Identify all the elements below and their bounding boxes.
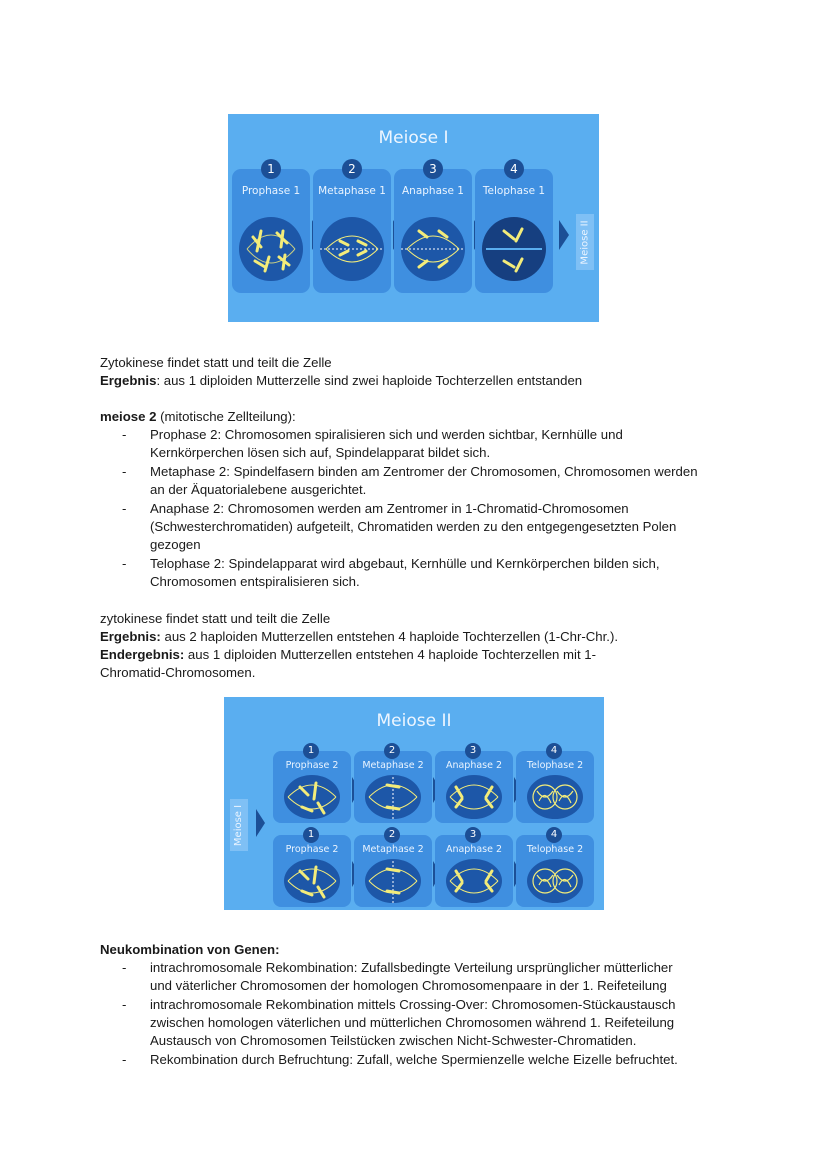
neukombination-heading: Neukombination von Genen:	[100, 942, 280, 957]
step-label: Prophase 2	[285, 760, 339, 771]
side-tab-label: Meiose II	[579, 219, 591, 265]
cell-illustration	[365, 775, 421, 819]
step-number: 2	[384, 743, 400, 759]
ergebnis-line	[100, 372, 582, 390]
meiose-2-heading-rest: (mitotische Zellteilung):	[156, 409, 296, 424]
chromosome-drawing	[365, 775, 421, 819]
meiose-2-heading	[100, 408, 296, 426]
meiose-2-title: Meiose II	[376, 711, 452, 731]
meiose-2-side-tab	[576, 214, 594, 270]
side-tab-label: Meiose I	[233, 804, 245, 846]
meiose-2-step-panel	[435, 745, 513, 823]
endergebnis-line-2: Chromatid-Chromosomen.	[100, 665, 256, 680]
step-label: Anaphase 1	[402, 185, 464, 197]
bullet-dash: -	[122, 427, 127, 442]
meiose-2-heading-bold: meiose 2	[100, 409, 157, 424]
zytokinese-line-2: zytokinese findet statt und teilt die Zelle	[100, 611, 331, 626]
step-number: 3	[465, 827, 481, 843]
prophase-2-line-1: Prophase 2: Chromosomen spiralisieren sich und werden sichtbar, Kernhülle und	[150, 427, 623, 442]
meiose-2-step-panel	[273, 745, 351, 823]
chromosome-drawing	[239, 217, 303, 281]
step-label: Prophase 2	[285, 844, 339, 855]
ergebnis-text: : aus 1 diploiden Mutterzelle sind zwei haploide Tochterzellen entstanden	[156, 373, 583, 388]
chromosome-drawing	[446, 775, 502, 819]
cell-illustration	[527, 859, 583, 903]
meiose-1-step-anaphase	[394, 162, 472, 293]
cell-illustration	[446, 775, 502, 819]
meiose-1-step-telophase	[475, 162, 553, 293]
telophase-2-line-2: Chromosomen entspiralisieren sich.	[150, 574, 360, 589]
step-label: Metaphase 2	[362, 760, 424, 771]
bullet-dash: -	[122, 1052, 127, 1067]
prophase-2-line-2: Kernkörperchen lösen sich auf, Spindelapparat bildet sich.	[150, 445, 491, 460]
endergebnis-line	[100, 646, 596, 664]
cell-illustration	[482, 217, 546, 281]
chromosome-drawing	[284, 859, 340, 903]
step-number: 2	[342, 159, 362, 179]
meiose-1-step-metaphase	[313, 162, 391, 293]
anaphase-2-line-1: Anaphase 2: Chromosomen werden am Zentromer in 1-Chromatid-Chromosomen	[150, 501, 629, 516]
zytokinese-line: Zytokinese findet statt und teilt die Zelle	[100, 355, 332, 370]
ergebnis-label: Ergebnis	[100, 373, 157, 388]
step-number: 4	[504, 159, 524, 179]
rekombination-2-line-1: intrachromosomale Rekombination mittels Crossing-Over: Chromosomen-Stückaustausch	[150, 997, 676, 1012]
bullet-dash: -	[122, 997, 127, 1012]
step-label: Anaphase 2	[445, 844, 503, 855]
cell-illustration	[365, 859, 421, 903]
chromosome-drawing	[527, 775, 583, 819]
cell-illustration	[320, 217, 384, 281]
meiose-2-figure	[224, 697, 604, 910]
meiose-1-step-prophase	[232, 162, 310, 293]
bullet-dash: -	[122, 556, 127, 571]
bullet-dash: -	[122, 501, 127, 516]
telophase-2-line-1: Telophase 2: Spindelapparat wird abgebaut, Kernhülle und Kernkörperchen bilden sich,	[150, 556, 660, 571]
rekombination-1-line-2: und väterlicher Chromosomen der homologen Chromosomenpaare in der 1. Reifeteilung	[150, 978, 667, 993]
step-label: Prophase 1	[241, 185, 301, 197]
step-label: Metaphase 2	[362, 844, 424, 855]
chromosome-drawing	[365, 859, 421, 903]
chevron-right-icon	[256, 809, 265, 837]
metaphase-2-line-2: an der Äquatorialebene ausgerichtet.	[150, 482, 367, 497]
meiose-2-step-panel	[516, 745, 594, 823]
step-number: 1	[261, 159, 281, 179]
ergebnis-line-2	[100, 628, 618, 646]
step-number: 1	[303, 743, 319, 759]
meiose-1-title: Meiose I	[378, 128, 449, 148]
chromosome-drawing	[320, 217, 384, 281]
rekombination-1-line-1: intrachromosomale Rekombination: Zufallsbedingte Verteilung ursprünglicher mütterlicher	[150, 960, 673, 975]
step-number: 2	[384, 827, 400, 843]
meiose-1-figure	[228, 114, 599, 322]
cell-illustration	[239, 217, 303, 281]
meiose-2-step-panel	[516, 829, 594, 907]
cell-illustration	[401, 217, 465, 281]
chromosome-drawing	[401, 217, 465, 281]
step-label: Telophase 2	[526, 760, 584, 771]
endergebnis-label: Endergebnis:	[100, 647, 185, 662]
chromosome-drawing	[284, 775, 340, 819]
bullet-dash: -	[122, 464, 127, 479]
cell-illustration	[284, 859, 340, 903]
chromosome-drawing	[527, 859, 583, 903]
ergebnis-label: Ergebnis:	[100, 629, 161, 644]
ergebnis-text: aus 2 haploiden Mutterzellen entstehen 4 haploide Tochterzellen (1-Chr-Chr.).	[160, 629, 619, 644]
meiose-2-step-panel	[435, 829, 513, 907]
cell-illustration	[446, 859, 502, 903]
anaphase-2-line-3: gezogen	[150, 537, 201, 552]
step-label: Telophase 2	[526, 844, 584, 855]
step-label: Telophase 1	[482, 185, 546, 197]
meiose-2-step-panel	[354, 745, 432, 823]
meiose-2-step-panel	[354, 829, 432, 907]
chevron-right-icon	[559, 220, 569, 250]
step-number: 3	[423, 159, 443, 179]
meiose-2-step-panel	[273, 829, 351, 907]
chromosome-drawing	[482, 217, 546, 281]
step-number: 4	[546, 827, 562, 843]
step-number: 1	[303, 827, 319, 843]
cell-illustration	[527, 775, 583, 819]
cell-illustration	[284, 775, 340, 819]
bullet-dash: -	[122, 960, 127, 975]
rekombination-2-line-3: Austausch von Chromosomen Teilstücken zwischen Nicht-Schwester-Chromatiden.	[150, 1033, 637, 1048]
rekombination-2-line-2: zwischen homologen väterlichen und mütterlichen Chromosomen während 1. Reifeteilung	[150, 1015, 675, 1030]
step-number: 3	[465, 743, 481, 759]
endergebnis-text: aus 1 diploiden Mutterzellen entstehen 4 haploide Tochterzellen mit 1-	[184, 647, 597, 662]
step-label: Anaphase 2	[445, 760, 503, 771]
chromosome-drawing	[446, 859, 502, 903]
metaphase-2-line-1: Metaphase 2: Spindelfasern binden am Zentromer der Chromosomen, Chromosomen werden	[150, 464, 698, 479]
step-label: Metaphase 1	[318, 185, 386, 197]
meiose-1-side-tab	[230, 799, 248, 851]
anaphase-2-line-2: (Schwesterchromatiden) aufgeteilt, Chromatiden werden zu den entgegengesetzten Polen	[150, 519, 677, 534]
step-number: 4	[546, 743, 562, 759]
rekombination-3-line-1: Rekombination durch Befruchtung: Zufall, welche Spermienzelle welche Eizelle befruchtet.	[150, 1052, 678, 1067]
